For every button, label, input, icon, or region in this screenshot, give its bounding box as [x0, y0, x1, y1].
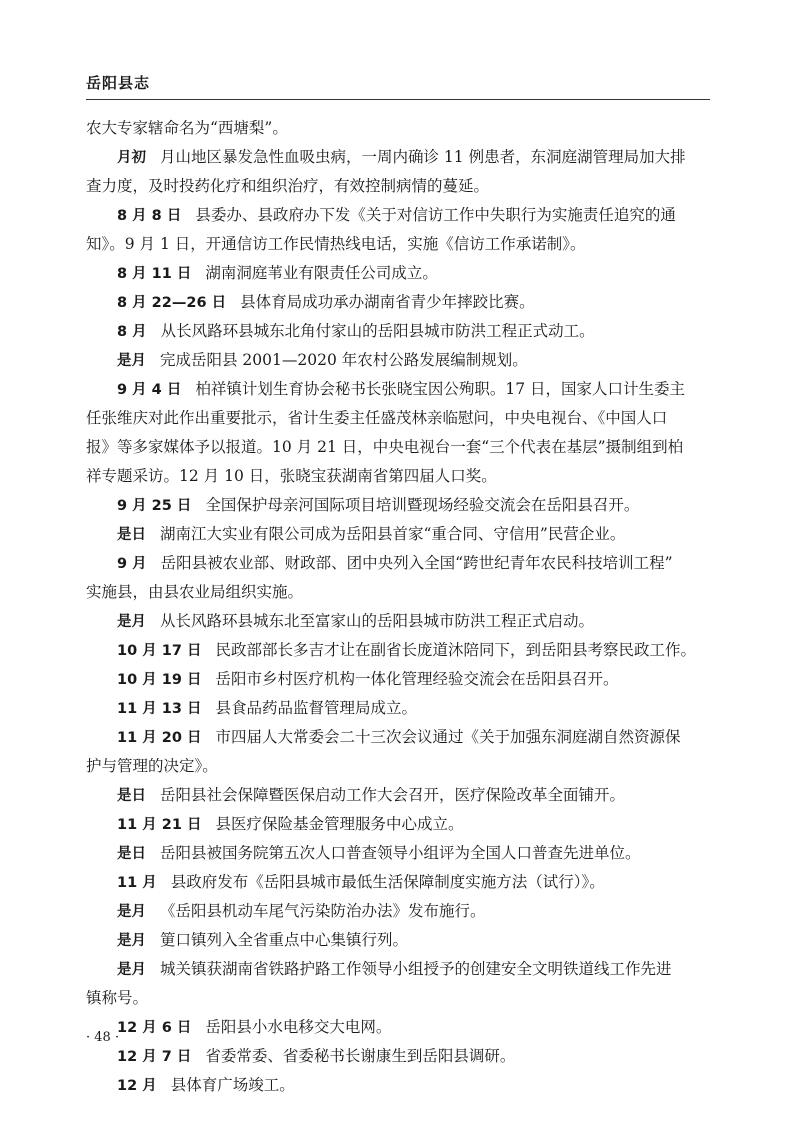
- entry-date: 是日: [117, 846, 146, 862]
- entry-line: [86, 1071, 710, 1100]
- entry-line: [86, 520, 710, 549]
- continuation-line: [86, 462, 710, 491]
- entry-text: 岳阳县被国务院第五次人口普查领导小组评为全国人口普查先进单位。: [160, 844, 641, 862]
- entry-text: 全国保护母亲河国际项目培训暨现场经验交流会在岳阳县召开。: [205, 496, 640, 514]
- entry-line: [86, 288, 710, 317]
- entry-text: 报》等多家媒体予以报道。10 月 21 日，中央电视台一套“三个代表在基层”摄制组到柏: [86, 438, 684, 456]
- entry-text: 柏祥镇计划生育协会秘书长张晓宝因公殉职。17 日，国家人口计生委主: [195, 380, 685, 398]
- entry-date: 是月: [117, 933, 146, 949]
- entry-text: 祥专题采访。12 月 10 日，张晓宝获湖南省第四届人口奖。: [86, 467, 497, 485]
- entry-text: 知》。9 月 1 日，开通信访工作民情热线电话，实施《信访工作承诺制》。: [86, 235, 586, 253]
- entry-text: 岳阳县小水电移交大电网。: [205, 1018, 392, 1036]
- entry-text: 完成岳阳县 2001—2020 年农村公路发展编制规划。: [160, 351, 528, 369]
- entry-text: 农大专家辖命名为“西塘梨”。: [86, 119, 288, 137]
- continuation-line: [86, 984, 710, 1013]
- entry-line: [86, 665, 710, 694]
- entry-date: 是月: [117, 353, 146, 369]
- entry-text: 镇称号。: [86, 989, 149, 1007]
- entry-date: 10 月 19 日: [117, 672, 202, 688]
- entry-line: [86, 897, 710, 926]
- entry-text: 县委办、县政府办下发《关于对信访工作中失职行为实施责任追究的通: [195, 206, 676, 224]
- chronicle-text: [86, 114, 710, 1100]
- running-header-title: 岳阳县志: [86, 74, 151, 92]
- entry-date: 是月: [117, 614, 146, 630]
- entry-line: [86, 781, 710, 810]
- entry-line: [86, 201, 710, 230]
- continuation-line: [86, 404, 710, 433]
- entry-date: 10 月 17 日: [117, 643, 202, 659]
- entry-date: 是日: [117, 788, 146, 804]
- entry-text: 民政部部长多吉才让在副省长庞道沐陪同下，到岳阳县考察民政工作。: [215, 641, 697, 659]
- continuation-line: [86, 433, 710, 462]
- entry-date: 8 月 22—26 日: [117, 295, 227, 311]
- entry-text: 从长风路环县城东北至富家山的岳阳县城市防洪工程正式启动。: [160, 612, 595, 630]
- entry-date: 是日: [117, 527, 146, 543]
- entry-text: 县体育广场竣工。: [170, 1076, 295, 1094]
- entry-text: 岳阳县被农业部、财政部、团中央列入全国“跨世纪青年农民科技培训工程”: [160, 554, 673, 572]
- entry-text: 任张维庆对此作出重要批示，省计生委主任盛茂林亲临慰问，中央电视台、《中国人口: [86, 409, 668, 427]
- entry-date: 11 月: [117, 875, 157, 891]
- continuation-line: [86, 172, 710, 201]
- entry-text: 实施县，由县农业局组织实施。: [86, 583, 304, 601]
- entry-line: [86, 375, 710, 404]
- entry-line: [86, 491, 710, 520]
- entry-date: 是月: [117, 962, 146, 978]
- entry-text: 省委常委、省委秘书长谢康生到岳阳县调研。: [205, 1047, 516, 1065]
- entry-date: 12 月: [117, 1078, 157, 1094]
- entry-date: 11 月 20 日: [117, 730, 202, 746]
- continuation-line: [86, 114, 710, 143]
- entry-text: 月山地区暴发急性血吸虫病，一周内确诊 11 例患者，东洞庭湖管理局加大排: [160, 148, 686, 166]
- entry-text: 《岳阳县机动车尾气污染防治办法》发布施行。: [160, 902, 486, 920]
- entry-line: [86, 694, 710, 723]
- entry-date: 8 月 11 日: [117, 266, 192, 282]
- entry-text: 湖南洞庭苇业有限责任公司成立。: [205, 264, 438, 282]
- entry-date: 9 月 25 日: [117, 498, 192, 514]
- entry-text: 县体育局成功承办湖南省青少年摔跤比赛。: [240, 293, 535, 311]
- entry-date: 11 月 13 日: [117, 701, 202, 717]
- entry-line: [86, 1013, 710, 1042]
- entry-line: [86, 839, 710, 868]
- continuation-line: [86, 578, 710, 607]
- entry-text: 城关镇获湖南省铁路护路工作领导小组授予的创建安全文明铁道线工作先进: [160, 960, 672, 978]
- entry-text: 县医疗保险基金管理服务中心成立。: [215, 815, 464, 833]
- entry-text: 护与管理的决定》。: [86, 757, 218, 775]
- entry-line: [86, 868, 710, 897]
- entry-line: [86, 346, 710, 375]
- header-rule: [86, 99, 710, 100]
- entry-line: [86, 1042, 710, 1071]
- entry-line: [86, 549, 710, 578]
- entry-text: 县食品药品监督管理局成立。: [215, 699, 418, 717]
- entry-date: 9 月: [117, 556, 147, 572]
- entry-date: 8 月 8 日: [117, 208, 182, 224]
- entry-line: [86, 636, 710, 665]
- entry-date: 12 月 7 日: [117, 1049, 192, 1065]
- entry-date: 8 月: [117, 324, 147, 340]
- entry-text: 县政府发布《岳阳县城市最低生活保障制度实施方法（试行）》。: [170, 873, 605, 891]
- entry-text: 查力度，及时投药化疗和组织治疗，有效控制病情的蔓延。: [86, 177, 490, 195]
- entry-line: [86, 317, 710, 346]
- entry-line: [86, 926, 710, 955]
- entry-date: 11 月 21 日: [117, 817, 202, 833]
- entry-date: 9 月 4 日: [117, 382, 182, 398]
- entry-line: [86, 723, 710, 752]
- entry-text: 从长风路环县城东北角付家山的岳阳县城市防洪工程正式动工。: [160, 322, 595, 340]
- entry-date: 是月: [117, 904, 146, 920]
- entry-line: [86, 607, 710, 636]
- page-number: · 48 ·: [86, 1030, 120, 1045]
- entry-text: 岳阳县社会保障暨医保启动工作大会召开，医疗保险改革全面铺开。: [160, 786, 626, 804]
- entry-text: 市四届人大常委会二十三次会议通过《关于加强东洞庭湖自然资源保: [215, 728, 681, 746]
- continuation-line: [86, 752, 710, 781]
- entry-date: 12 月 6 日: [117, 1020, 192, 1036]
- entry-date: 月初: [117, 150, 146, 166]
- entry-text: 筻口镇列入全省重点中心集镇行列。: [160, 931, 409, 949]
- continuation-line: [86, 230, 710, 259]
- entry-line: [86, 259, 710, 288]
- entry-line: [86, 955, 710, 984]
- entry-text: 湖南江大实业有限公司成为岳阳县首家“重合同、守信用”民营企业。: [160, 525, 626, 543]
- entry-line: [86, 810, 710, 839]
- entry-text: 岳阳市乡村医疗机构一体化管理经验交流会在岳阳县召开。: [215, 670, 619, 688]
- entry-line: [86, 143, 710, 172]
